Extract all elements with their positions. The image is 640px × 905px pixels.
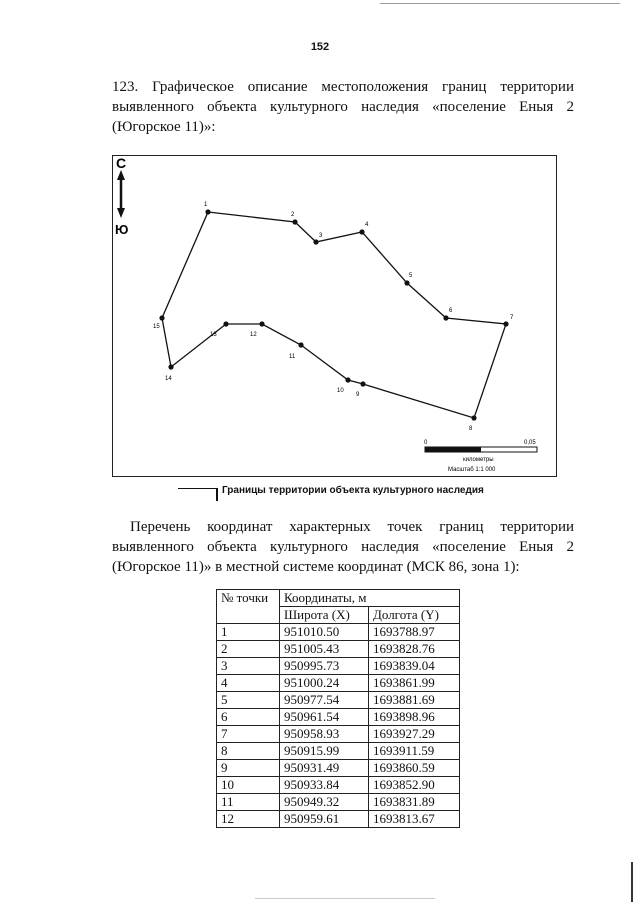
cell-latitude: 950931.49	[280, 760, 369, 777]
cell-latitude: 950995.73	[280, 658, 369, 675]
table-row	[217, 641, 460, 658]
boundary-point-marker	[404, 280, 409, 285]
cell-point-number: 12	[217, 811, 280, 828]
boundary-point-label: 12	[250, 332, 257, 338]
boundary-point-marker	[223, 321, 228, 326]
coordinates-table	[216, 589, 460, 828]
table-row	[217, 811, 460, 828]
boundary-point-label: 15	[153, 324, 160, 330]
boundary-point-label: 8	[469, 426, 473, 432]
cell-latitude: 951010.50	[280, 624, 369, 641]
scale-bar	[424, 440, 537, 473]
coordinates-intro-paragraph: Перечень координат характерных точек границ территории выявленного объекта культурного наследия «поселение Еныя 2 (Югорское 11)» в местной системе координат (МСК 86, зона 1):	[112, 519, 574, 575]
cell-point-number: 5	[217, 692, 280, 709]
boundary-point-marker	[298, 342, 303, 347]
boundary-point-label: 14	[165, 376, 172, 382]
boundary-points	[153, 202, 514, 432]
header-latitude-x: Широта (X)	[280, 607, 369, 624]
cell-latitude: 950915.99	[280, 743, 369, 760]
cell-latitude: 950949.32	[280, 794, 369, 811]
scan-artifact-bottom	[255, 898, 435, 899]
boundary-point-marker	[159, 315, 164, 320]
scan-artifact-right-edge	[631, 862, 633, 902]
boundary-point-label: 11	[289, 354, 296, 360]
scale-start-label: 0	[424, 440, 428, 446]
boundary-polyline	[162, 212, 506, 418]
boundary-point-label: 7	[510, 315, 514, 321]
cell-longitude: 1693852.90	[369, 777, 460, 794]
table-row	[217, 624, 460, 641]
cell-longitude: 1693831.89	[369, 794, 460, 811]
cell-longitude: 1693828.76	[369, 641, 460, 658]
boundary-point-label: 1	[204, 202, 208, 208]
boundary-point-marker	[168, 364, 173, 369]
cell-longitude: 1693898.96	[369, 709, 460, 726]
south-label: Ю	[115, 222, 129, 237]
cell-point-number: 1	[217, 624, 280, 641]
map-legend	[178, 480, 484, 500]
table-row	[217, 675, 460, 692]
scan-artifact-top	[380, 3, 620, 4]
cell-latitude: 951000.24	[280, 675, 369, 692]
cell-latitude: 950977.54	[280, 692, 369, 709]
cell-point-number: 4	[217, 675, 280, 692]
legend-label: Границы территории объекта культурного наследия	[222, 484, 484, 496]
boundary-point-label: 3	[319, 233, 323, 239]
cell-latitude: 950959.61	[280, 811, 369, 828]
table-row	[217, 760, 460, 777]
cell-longitude: 1693788.97	[369, 624, 460, 641]
cell-point-number: 8	[217, 743, 280, 760]
table-row	[217, 794, 460, 811]
table-body	[217, 624, 460, 828]
boundary-point-marker	[360, 381, 365, 386]
cell-latitude: 950958.93	[280, 726, 369, 743]
cell-point-number: 7	[217, 726, 280, 743]
boundary-point-marker	[205, 209, 210, 214]
boundary-point-marker	[292, 219, 297, 224]
cell-longitude: 1693881.69	[369, 692, 460, 709]
table-header-row	[217, 590, 460, 607]
table-row	[217, 692, 460, 709]
cell-longitude: 1693860.59	[369, 760, 460, 777]
boundary-point-marker	[345, 377, 350, 382]
header-coordinates: Координаты, м	[280, 590, 460, 607]
boundary-point-marker	[443, 315, 448, 320]
scale-end-label: 0,05	[524, 440, 536, 446]
cell-point-number: 9	[217, 760, 280, 777]
table-row	[217, 743, 460, 760]
cell-longitude: 1693927.29	[369, 726, 460, 743]
boundary-point-label: 9	[356, 392, 360, 398]
cell-longitude: 1693839.04	[369, 658, 460, 675]
boundary-point-marker	[259, 321, 264, 326]
scale-ratio-label: Масштаб 1:1 000	[448, 467, 496, 473]
boundary-point-label: 4	[365, 222, 369, 228]
cell-point-number: 6	[217, 709, 280, 726]
boundary-point-label: 13	[210, 332, 217, 338]
cell-point-number: 11	[217, 794, 280, 811]
boundary-map-drawing	[113, 156, 558, 478]
page-number: 152	[310, 41, 330, 53]
legend-line-swatch	[178, 488, 218, 501]
boundary-point-marker	[313, 239, 318, 244]
cell-longitude: 1693911.59	[369, 743, 460, 760]
boundary-point-label: 6	[449, 308, 453, 314]
scale-unit-label: километры	[463, 457, 494, 463]
boundary-point-label: 10	[337, 388, 344, 394]
section-intro-paragraph: 123. Графическое описание местоположения границ территории выявленного объекта культурного наследия «поселение Еныя 2 (Югорское 11)»:	[112, 79, 574, 135]
boundary-point-marker	[471, 415, 476, 420]
cell-longitude: 1693861.99	[369, 675, 460, 692]
boundary-point-marker	[503, 321, 508, 326]
north-label: С	[116, 156, 127, 171]
cell-latitude: 950933.84	[280, 777, 369, 794]
boundary-point-label: 5	[409, 273, 413, 279]
header-longitude-y: Долгота (Y)	[369, 607, 460, 624]
table-row	[217, 726, 460, 743]
cell-point-number: 3	[217, 658, 280, 675]
table-row	[217, 709, 460, 726]
boundary-point-label: 2	[291, 212, 295, 218]
cell-latitude: 951005.43	[280, 641, 369, 658]
north-arrow-icon	[117, 170, 125, 218]
table-row	[217, 777, 460, 794]
cell-point-number: 10	[217, 777, 280, 794]
header-point-number: № точки	[217, 590, 280, 624]
table-row	[217, 658, 460, 675]
cell-point-number: 2	[217, 641, 280, 658]
boundary-point-marker	[359, 229, 364, 234]
cell-longitude: 1693813.67	[369, 811, 460, 828]
cell-latitude: 950961.54	[280, 709, 369, 726]
boundary-map	[112, 155, 557, 477]
